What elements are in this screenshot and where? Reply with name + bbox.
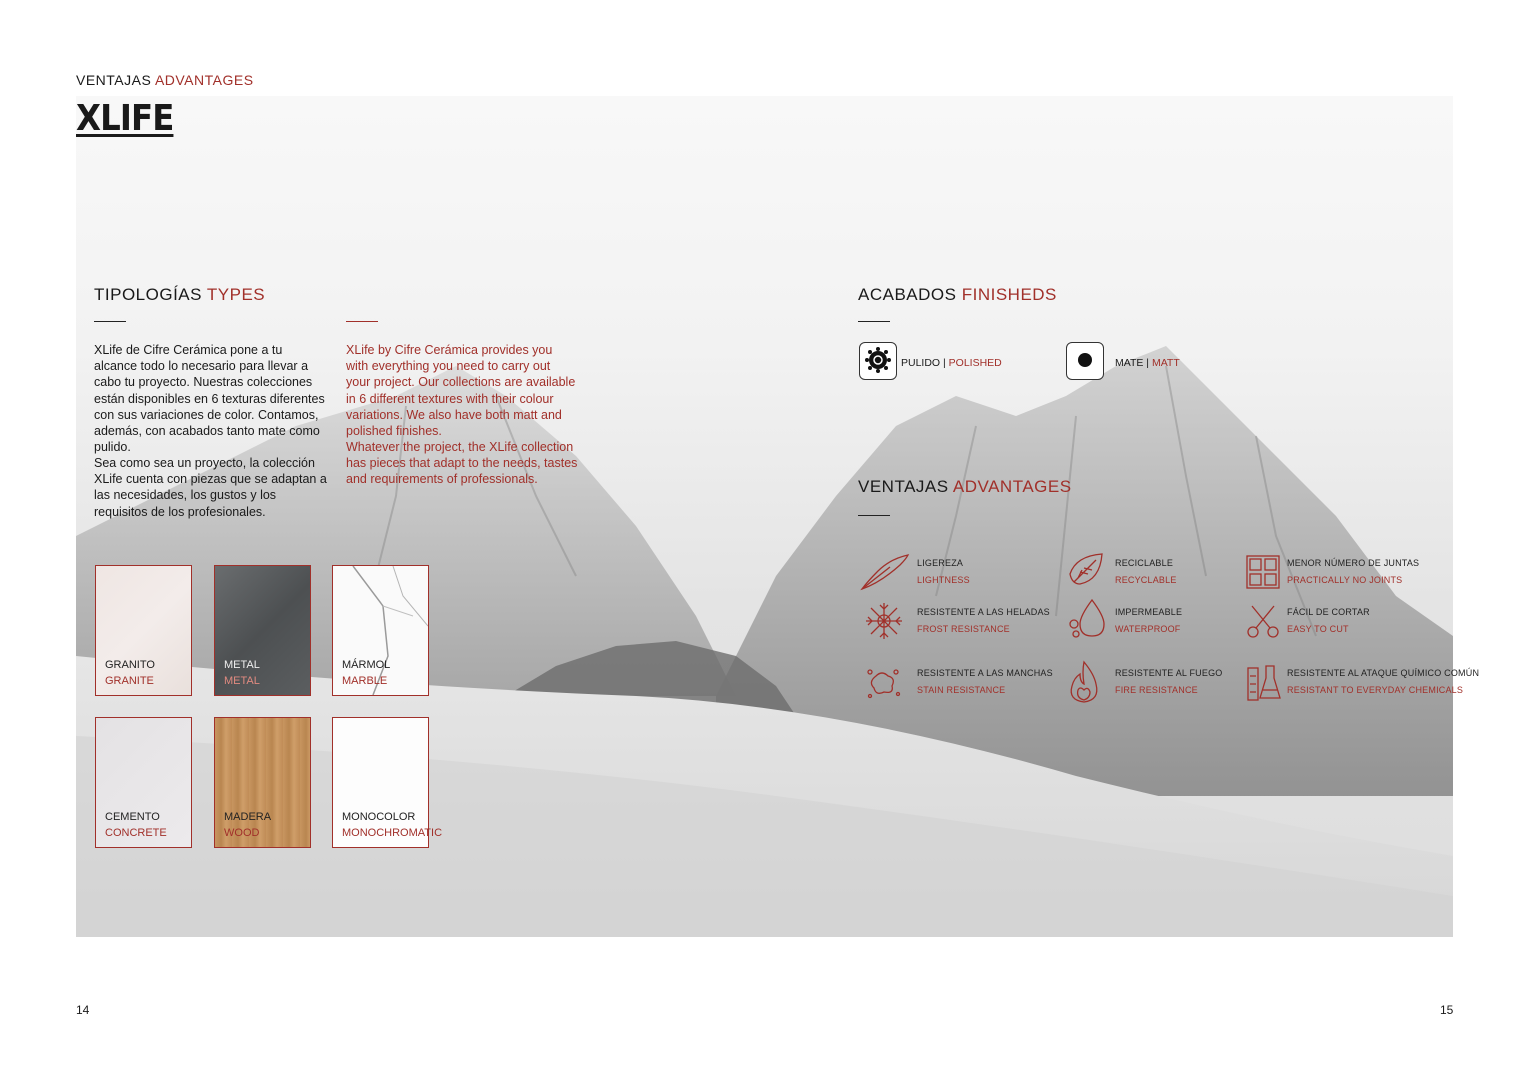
polished-icon bbox=[859, 342, 897, 380]
feather-icon bbox=[860, 553, 900, 593]
advantage-label-en: RECYCLABLE bbox=[1115, 575, 1177, 585]
stain-icon bbox=[866, 666, 906, 706]
advantage-label-en: EASY TO CUT bbox=[1287, 624, 1349, 634]
types-title: TIPOLOGÍAS TYPES bbox=[94, 285, 266, 304]
advantage-label-es: MENOR NÚMERO DE JUNTAS bbox=[1287, 558, 1420, 568]
types-rule-en bbox=[346, 321, 378, 322]
types-paragraph-es-1: XLife de Cifre Cerámica pone a tu alcance todo lo necesario para llevar a cabo tu proyecto. Nuestras colecciones están disponibles en 6 texturas diferentes con sus variaciones de color. Contamos, además, con acabados tanto mate como pulido. bbox=[94, 343, 325, 455]
finishes-title: ACABADOS FINISHEDS bbox=[858, 285, 1057, 304]
types-rule bbox=[94, 321, 126, 322]
advantage-label-en: FROST RESISTANCE bbox=[917, 624, 1010, 634]
drop-icon bbox=[1066, 598, 1106, 638]
advantage-label-es: IMPERMEABLE bbox=[1115, 607, 1183, 617]
advantages-title: VENTAJAS ADVANTAGES bbox=[858, 477, 1072, 496]
advantages-rule bbox=[858, 515, 890, 516]
advantage-label-en: PRACTICALLY NO JOINTS bbox=[1287, 575, 1403, 585]
tile-wood: MADERA WOOD bbox=[214, 717, 311, 848]
advantage-label-en: FIRE RESISTANCE bbox=[1115, 685, 1198, 695]
grid-icon bbox=[1246, 555, 1286, 595]
page-number-right: 15 bbox=[1440, 1003, 1454, 1017]
advantage-label-es: LIGEREZA bbox=[917, 558, 964, 568]
flame-icon bbox=[1066, 660, 1106, 700]
flask-icon bbox=[1246, 664, 1286, 704]
section-label-en: ADVANTAGES bbox=[154, 72, 254, 88]
finish-polished-label: PULIDO | POLISHED bbox=[901, 357, 1002, 369]
page-number-left: 14 bbox=[76, 1003, 90, 1017]
tile-metal: METAL METAL bbox=[214, 565, 311, 696]
tile-monochromatic: MONOCOLOR MONOCHROMATIC bbox=[332, 717, 429, 848]
leaf-icon bbox=[1066, 550, 1106, 590]
finishes-rule bbox=[858, 321, 890, 322]
section-header bbox=[76, 72, 254, 88]
section-label: VENTAJAS bbox=[76, 72, 152, 88]
advantage-label-es: FÁCIL DE CORTAR bbox=[1287, 607, 1370, 617]
tile-granite: GRANITO GRANITE bbox=[95, 565, 192, 696]
types-paragraph-en-2: Whatever the project, the XLife collection has pieces that adapt to the needs, tastes and requirements of professionals. bbox=[346, 440, 578, 487]
advantage-label-es: RESISTENTE A LAS MANCHAS bbox=[917, 668, 1053, 678]
advantage-label-es: RECICLABLE bbox=[1115, 558, 1174, 568]
advantage-label-es: RESISTENTE AL ATAQUE QUÍMICO COMÚN bbox=[1287, 668, 1480, 678]
types-paragraph-es-2: Sea como sea un proyecto, la colección XLife cuenta con piezas que se adaptan a las necesidades, los gustos y los requisitos de los profesionales. bbox=[94, 456, 327, 519]
advantage-label-es: RESISTENTE AL FUEGO bbox=[1115, 668, 1223, 678]
advantage-label-en: STAIN RESISTANCE bbox=[917, 685, 1006, 695]
snowflake-icon bbox=[864, 601, 904, 641]
advantage-label-es: RESISTENTE A LAS HELADAS bbox=[917, 607, 1050, 617]
advantage-label-en: WATERPROOF bbox=[1115, 624, 1181, 634]
matt-icon bbox=[1066, 342, 1104, 380]
advantage-label-en: LIGHTNESS bbox=[917, 575, 970, 585]
scissors-icon bbox=[1246, 604, 1286, 644]
tile-marble: MÁRMOL MARBLE bbox=[332, 565, 429, 696]
page-title: XLIFE bbox=[76, 98, 174, 139]
tile-concrete: CEMENTO CONCRETE bbox=[95, 717, 192, 848]
types-paragraph-en-1: XLife by Cifre Cerámica provides you with everything you need to carry out your project. Our collections are available in 6 different textures with their colour variations. We also have both matt and polished finishes. bbox=[346, 343, 576, 439]
finish-matt-label: MATE | MATT bbox=[1115, 357, 1180, 369]
advantage-label-en: RESISTANT TO EVERYDAY CHEMICALS bbox=[1287, 685, 1464, 695]
